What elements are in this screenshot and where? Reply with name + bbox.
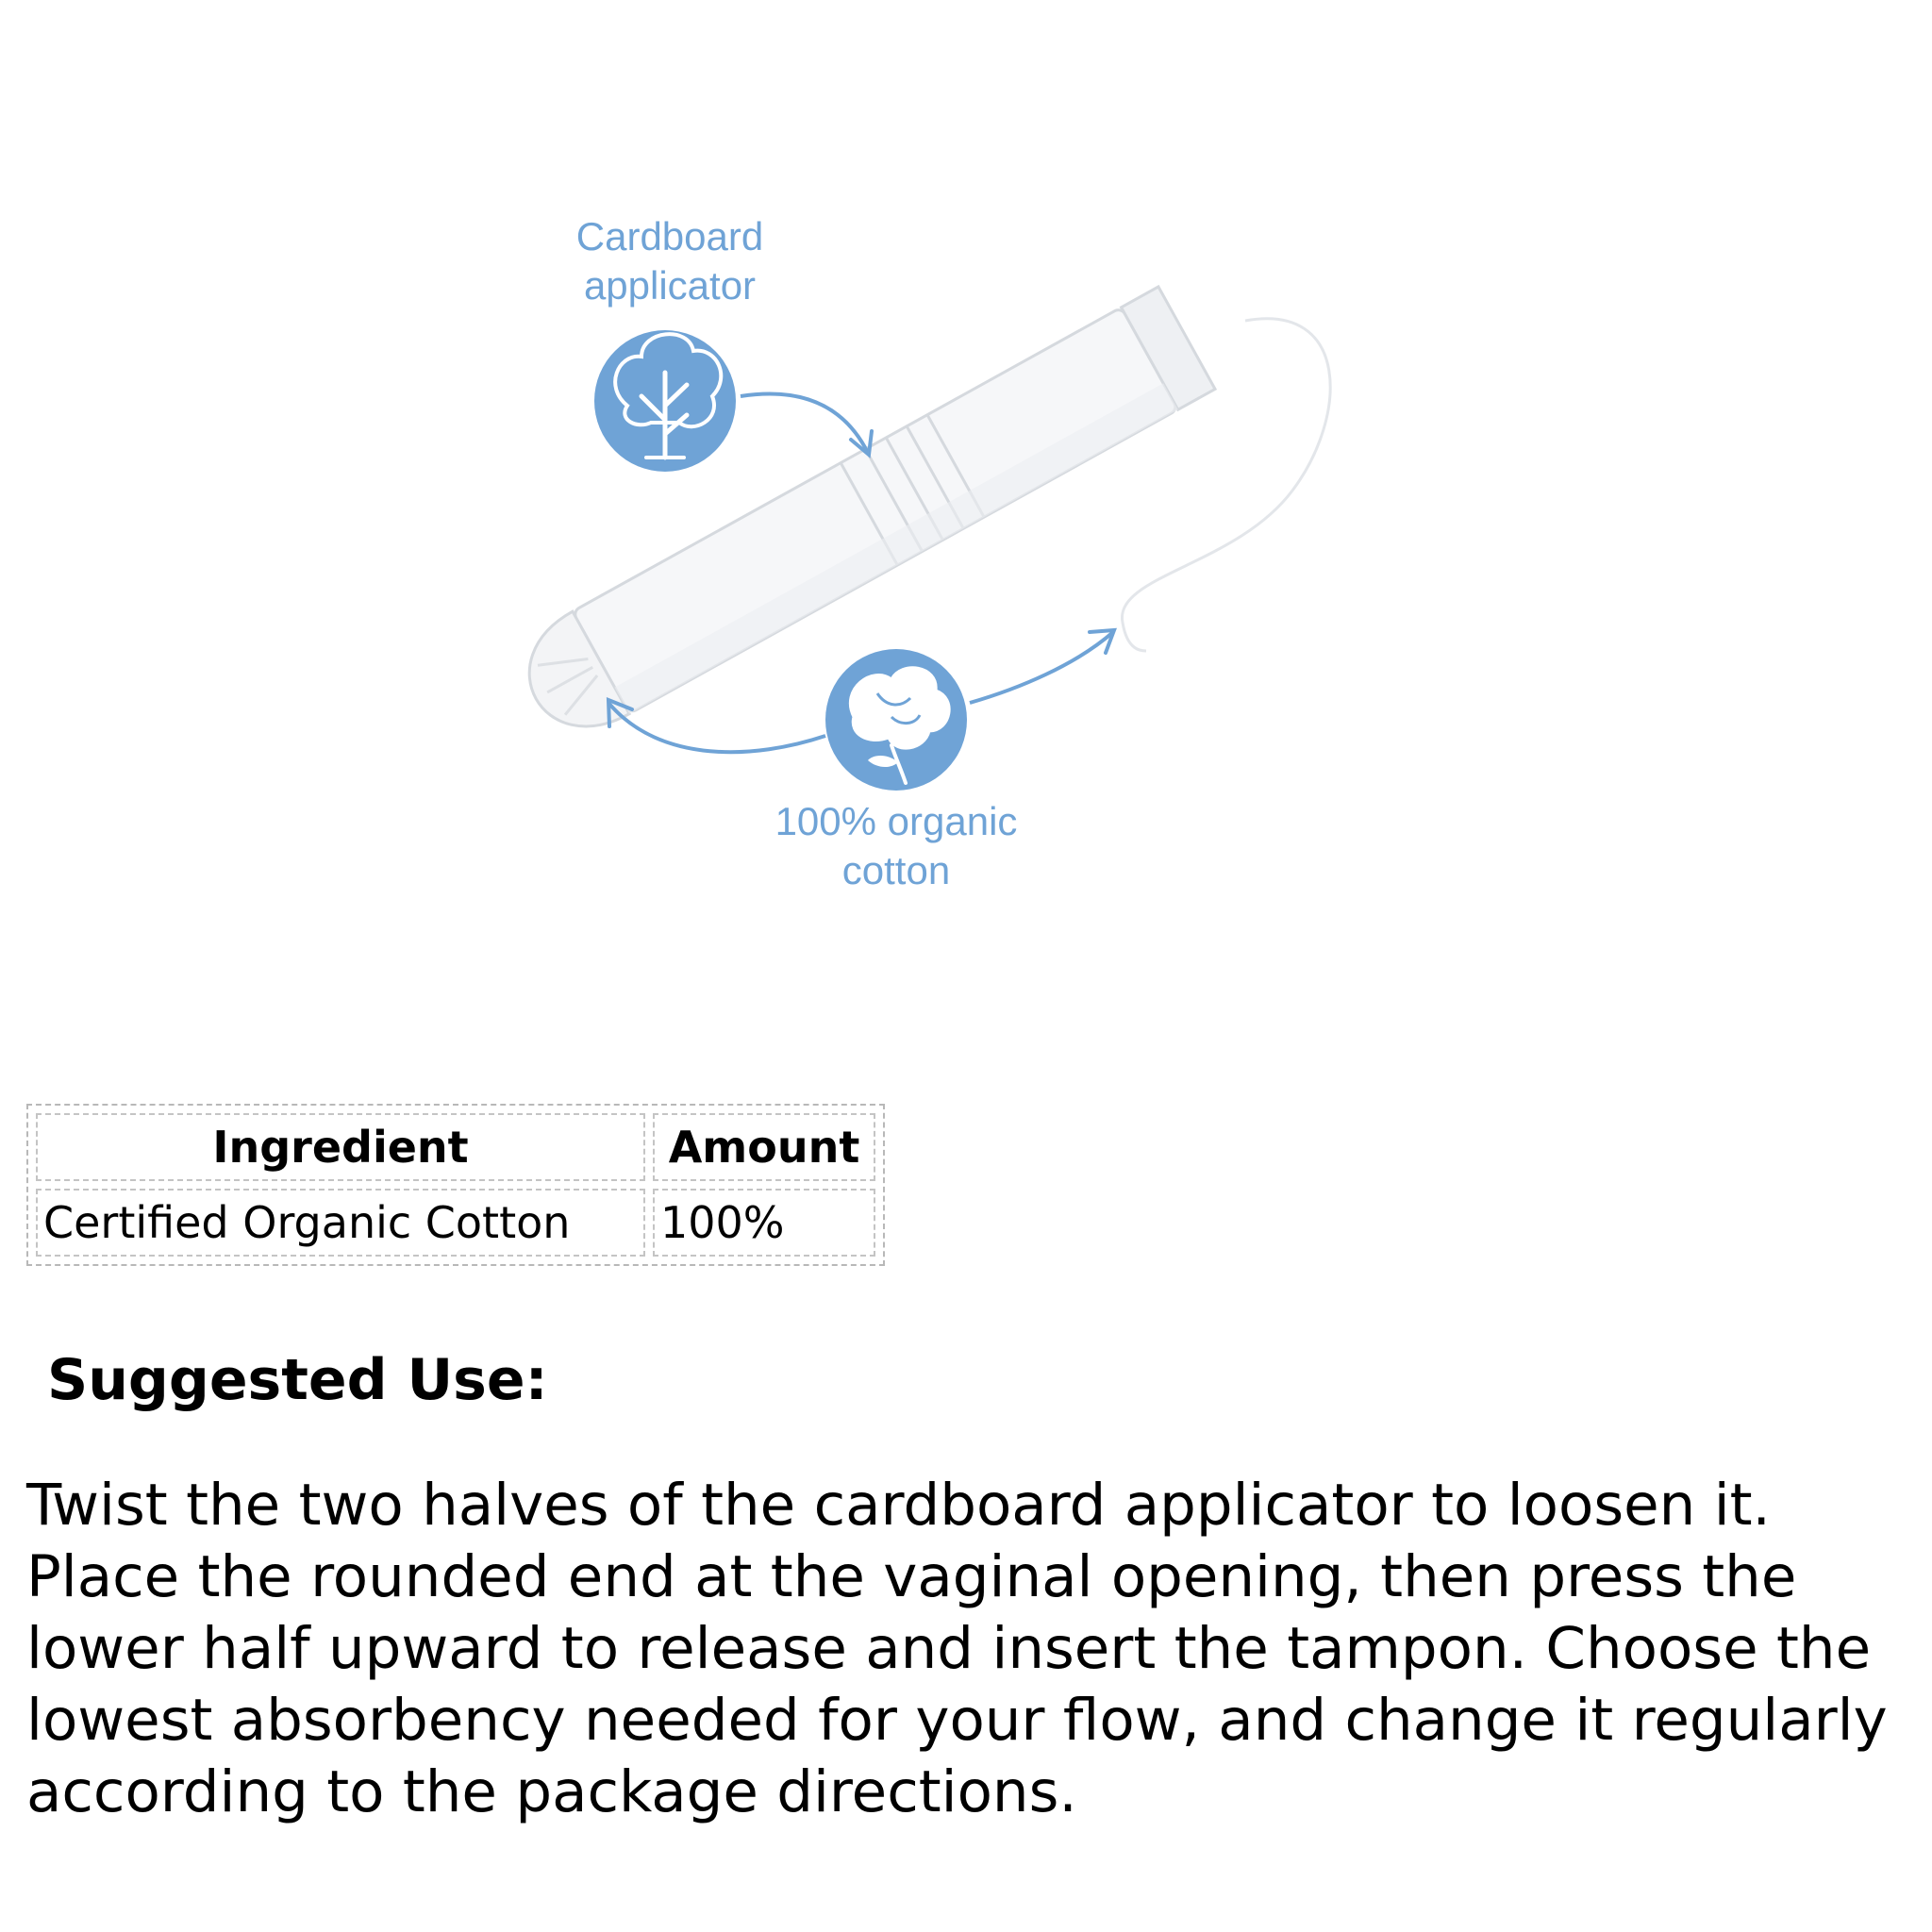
cell-amount: 100% [653, 1189, 875, 1257]
header-amount: Amount [653, 1113, 875, 1181]
table-row [36, 1189, 875, 1257]
applicator-label-line1: Cardboard [575, 214, 764, 258]
cotton-label-line2: cotton [841, 848, 951, 892]
applicator-label-line2: applicator [583, 263, 757, 308]
ingredients-table [26, 1104, 885, 1266]
table-header-row [36, 1113, 875, 1181]
cotton-arrow-right [970, 632, 1113, 703]
cell-ingredient: Certified Organic Cotton [36, 1189, 645, 1257]
applicator-label [528, 212, 811, 310]
cotton-boll-icon [825, 649, 967, 791]
cotton-label-line1: 100% organic [774, 799, 1018, 843]
applicator-arrow [741, 394, 868, 454]
cotton-arrow-left [608, 703, 825, 752]
header-ingredient: Ingredient [36, 1113, 645, 1181]
suggested-use-text: Twist the two halves of the cardboard applicator to loosen it. Place the rounded end at the vaginal opening, then press the lower half upward to release and insert the tampon. Choose the lowest absorbency needed for your flow, and change it regularly according to the package directions. [26, 1472, 1888, 1825]
suggested-use-heading: Suggested Use: [47, 1347, 548, 1413]
cotton-label [736, 797, 1057, 895]
tree-icon [594, 330, 736, 472]
